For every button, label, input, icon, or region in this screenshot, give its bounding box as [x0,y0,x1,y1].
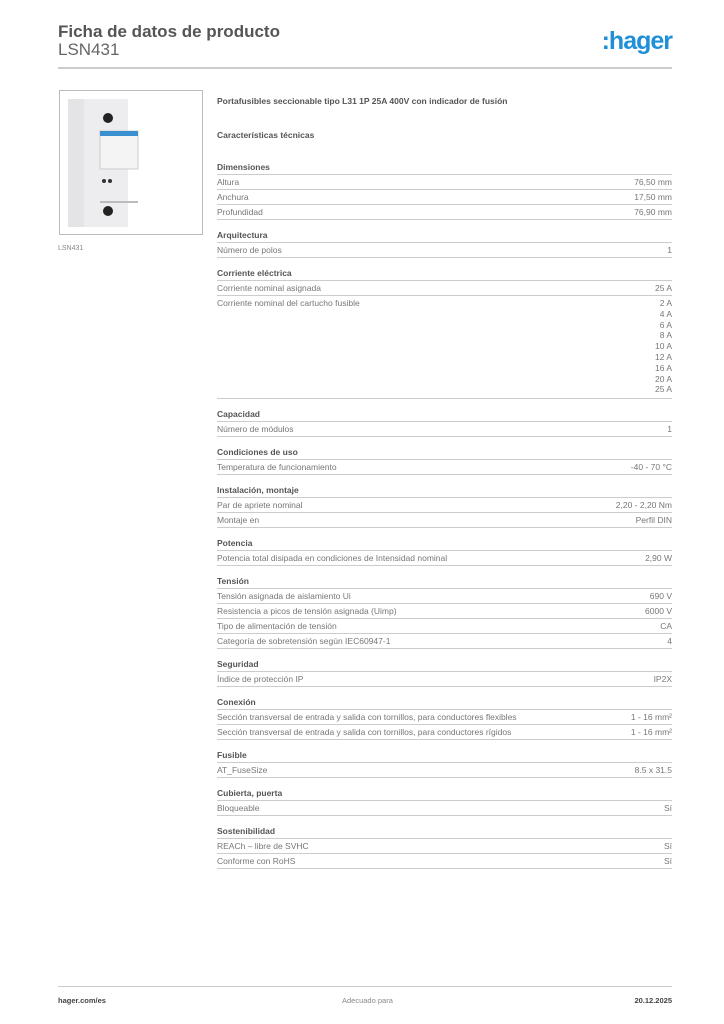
spec-row [217,205,672,220]
spec-label: Índice de protección IP [217,674,304,685]
spec-label: Categoría de sobretensión según IEC60947-1 [217,636,391,647]
spec-label: Conforme con RoHS [217,856,296,867]
spec-values [650,589,672,603]
section-title: Corriente eléctrica [217,267,672,281]
spec-section [217,696,672,740]
section-title: Fusible [217,749,672,763]
spec-values [631,710,672,724]
spec-value: 12 A [654,351,672,362]
spec-row [217,190,672,205]
section-title: Dimensiones [217,161,672,175]
spec-value: Sí [663,856,672,867]
section-title: Conexión [217,696,672,710]
spec-values [664,854,672,868]
spec-section [217,446,672,475]
spec-row [217,710,672,725]
spec-label: Par de apriete nominal [217,500,303,511]
spec-value: 690 V [649,591,672,602]
product-code: LSN431 [58,40,120,59]
spec-value: 1 - 16 mm² [630,727,672,738]
spec-value: Sí [663,841,672,852]
spec-row [217,243,672,258]
spec-label: Profundidad [217,207,263,217]
spec-values [654,672,672,686]
spec-sections [217,161,672,869]
spec-values [634,175,672,189]
spec-value: 76,50 mm [634,177,672,187]
spec-label: AT_FuseSize [217,765,268,776]
spec-section [217,484,672,528]
spec-label: Bloqueable [217,803,260,814]
spec-values [645,551,672,565]
spec-row [217,296,672,399]
section-title: Potencia [217,537,672,551]
spec-section [217,787,672,816]
spec-row [217,175,672,190]
spec-value: 8.5 x 31.5 [634,765,672,776]
spec-values [660,619,672,633]
spec-values [636,513,672,527]
spec-label: Tensión asignada de aislamiento Ui [217,591,351,602]
spec-label: REACh – libre de SVHC [217,841,309,852]
section-title: Tensión [217,575,672,589]
spec-row [217,551,672,566]
spec-value: 2,90 W [645,553,672,564]
product-description: Portafusibles seccionable tipo L31 1P 25A 400V con indicador de fusión [217,96,508,106]
spec-values [667,422,672,436]
spec-value: 10 A [654,341,672,352]
spec-values [645,604,672,618]
spec-label: Anchura [217,192,249,202]
spec-value: Perfil DIN [635,515,672,526]
spec-row [217,634,672,649]
section-title: Cubierta, puerta [217,787,672,801]
footer-middle: Adecuado para [342,996,393,1005]
spec-values [655,296,672,395]
spec-row [217,589,672,604]
image-caption: LSN431 [58,245,84,252]
spec-label: Resistencia a picos de tensión asignada (Uimp) [217,606,397,617]
spec-value: 17,50 mm [634,192,672,202]
spec-section [217,575,672,649]
spec-value: 2,20 - 2,20 Nm [615,500,672,511]
spec-content [217,96,672,878]
spec-value: IP2X [653,674,672,685]
section-title: Seguridad [217,658,672,672]
spec-values [631,460,672,474]
spec-value: 4 [667,636,672,647]
spec-value: Sí [663,803,672,814]
section-title: Condiciones de uso [217,446,672,460]
spec-section [217,537,672,566]
spec-label: Número de polos [217,245,282,255]
spec-section [217,408,672,437]
spec-value: -40 - 70 °C [630,462,672,473]
section-title: Arquitectura [217,229,672,243]
footer-divider [58,986,672,987]
spec-section [217,161,672,220]
footer-website[interactable]: hager.com/es [58,996,106,1005]
spec-values [616,498,672,512]
spec-value: 1 [667,245,672,255]
spec-section [217,749,672,778]
spec-row [217,460,672,475]
spec-label: Temperatura de funcionamiento [217,462,337,473]
spec-values [667,634,672,648]
spec-row [217,604,672,619]
spec-row [217,725,672,740]
section-title: Capacidad [217,408,672,422]
spec-row [217,839,672,854]
spec-row [217,801,672,816]
footer-date: 20.12.2025 [634,996,672,1005]
spec-value: 1 - 16 mm² [630,712,672,723]
spec-values [664,801,672,815]
spec-label: Número de módulos [217,424,294,435]
characteristics-title: Características técnicas [217,130,315,140]
header-divider [58,67,672,69]
spec-label: Altura [217,177,240,187]
section-title: Instalación, montaje [217,484,672,498]
spec-label: Potencia total disipada en condiciones de Intensidad nominal [217,553,448,564]
spec-label: Montaje en [217,515,260,526]
spec-values [664,839,672,853]
spec-value: 2 A [659,298,672,308]
hager-logo: :hager [601,27,672,55]
spec-row [217,281,672,296]
spec-label: Tipo de alimentación de tensión [217,621,337,632]
spec-label: Corriente nominal asignada [217,283,321,293]
product-image [59,90,203,235]
spec-values [667,243,672,257]
spec-value: 76,90 mm [634,207,672,217]
spec-row [217,422,672,437]
spec-label: Corriente nominal del cartucho fusible [217,298,360,308]
spec-values [635,763,672,777]
spec-label: Sección transversal de entrada y salida con tornillos, para conductores flexibles [217,712,517,723]
spec-value: 16 A [654,362,672,373]
spec-values [655,281,672,295]
spec-values [634,205,672,219]
spec-row [217,619,672,634]
spec-row [217,498,672,513]
section-title: Sostenibilidad [217,825,672,839]
spec-section [217,658,672,687]
page-title: Ficha de datos de producto [58,22,280,41]
spec-value: 8 A [659,330,672,341]
spec-value: 20 A [654,373,672,384]
spec-row [217,763,672,778]
spec-row [217,513,672,528]
spec-label: Sección transversal de entrada y salida con tornillos, para conductores rígidos [217,727,512,738]
spec-values [634,190,672,204]
spec-value: 6000 V [645,606,672,617]
spec-row [217,854,672,869]
spec-value: 1 [667,424,672,435]
spec-section [217,229,672,258]
spec-row [217,672,672,687]
spec-values [631,725,672,739]
spec-section [217,267,672,399]
spec-section [217,825,672,869]
spec-value: CA [660,621,672,632]
spec-value: 4 A [659,308,672,319]
spec-value: 25 A [654,384,672,395]
spec-value: 6 A [659,319,672,330]
spec-value: 25 A [654,283,672,293]
